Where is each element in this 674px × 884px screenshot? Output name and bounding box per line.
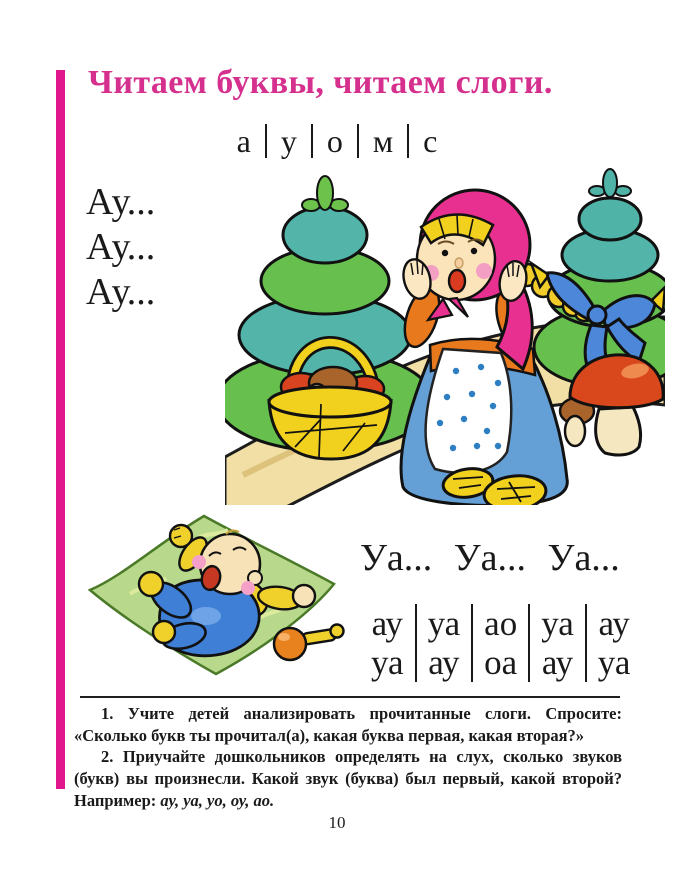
- syllable-cell: уа: [427, 604, 461, 643]
- teacher-notes: [74, 703, 622, 812]
- syllable-cell: уа: [371, 643, 404, 682]
- ua-caption: Уа... Уа... Уа...: [360, 537, 620, 579]
- note-item-2-text: 2. Приучайте дошкольников определять на слух, сколько звуков (букв) вы произнесли. Какой звук (буква) был первый, какой второй? Например:: [74, 747, 622, 810]
- letter-strip: [0, 121, 674, 161]
- syllable-column: [587, 604, 642, 682]
- syllable-cell: уа: [597, 643, 631, 682]
- syllable-column: [473, 604, 530, 682]
- syllable-cell: ау: [598, 604, 630, 643]
- girl-apron: [426, 349, 512, 473]
- footnote-divider: [80, 696, 620, 698]
- letter-m: м: [372, 123, 394, 159]
- au-line: Ау...: [86, 271, 156, 313]
- note-item-2-examples: ау, уа, уо, оу, ао.: [160, 790, 275, 810]
- note-item-1: 1. Учите детей анализировать прочитанные слоги. Спросите: «Сколько букв ты прочитал(а), какая буква первая, какая вторая?»: [74, 704, 622, 745]
- open-mouth: [449, 270, 465, 292]
- baby-illustration: [78, 498, 350, 686]
- au-caption-block: [86, 180, 155, 315]
- page-number: 10: [328, 813, 346, 832]
- syllable-cell: ау: [371, 604, 403, 643]
- syllable-cell: ау: [428, 643, 460, 682]
- syllable-cell: уа: [541, 604, 574, 643]
- page-title: Читаем буквы, читаем слоги.: [88, 64, 553, 101]
- syllable-table: [360, 604, 641, 682]
- blush: [476, 263, 492, 279]
- letter-a: а: [236, 123, 251, 159]
- rattle: [274, 625, 344, 661]
- syllable-column: [360, 604, 417, 682]
- main-illustration-girl-in-forest: [225, 157, 665, 505]
- letter-s: с: [423, 123, 438, 159]
- au-line: Ау...: [86, 181, 156, 223]
- note-item-2: [74, 746, 622, 811]
- syllable-cell: ау: [541, 643, 574, 682]
- syllable-cell: оа: [484, 643, 518, 682]
- accent-bar: [56, 70, 65, 789]
- syllable-column: [530, 604, 587, 682]
- au-line: Ау...: [86, 226, 156, 268]
- letter-u: у: [280, 123, 297, 159]
- syllable-column: [417, 604, 474, 682]
- letter-o: о: [326, 123, 343, 159]
- syllable-cell: ао: [484, 604, 518, 643]
